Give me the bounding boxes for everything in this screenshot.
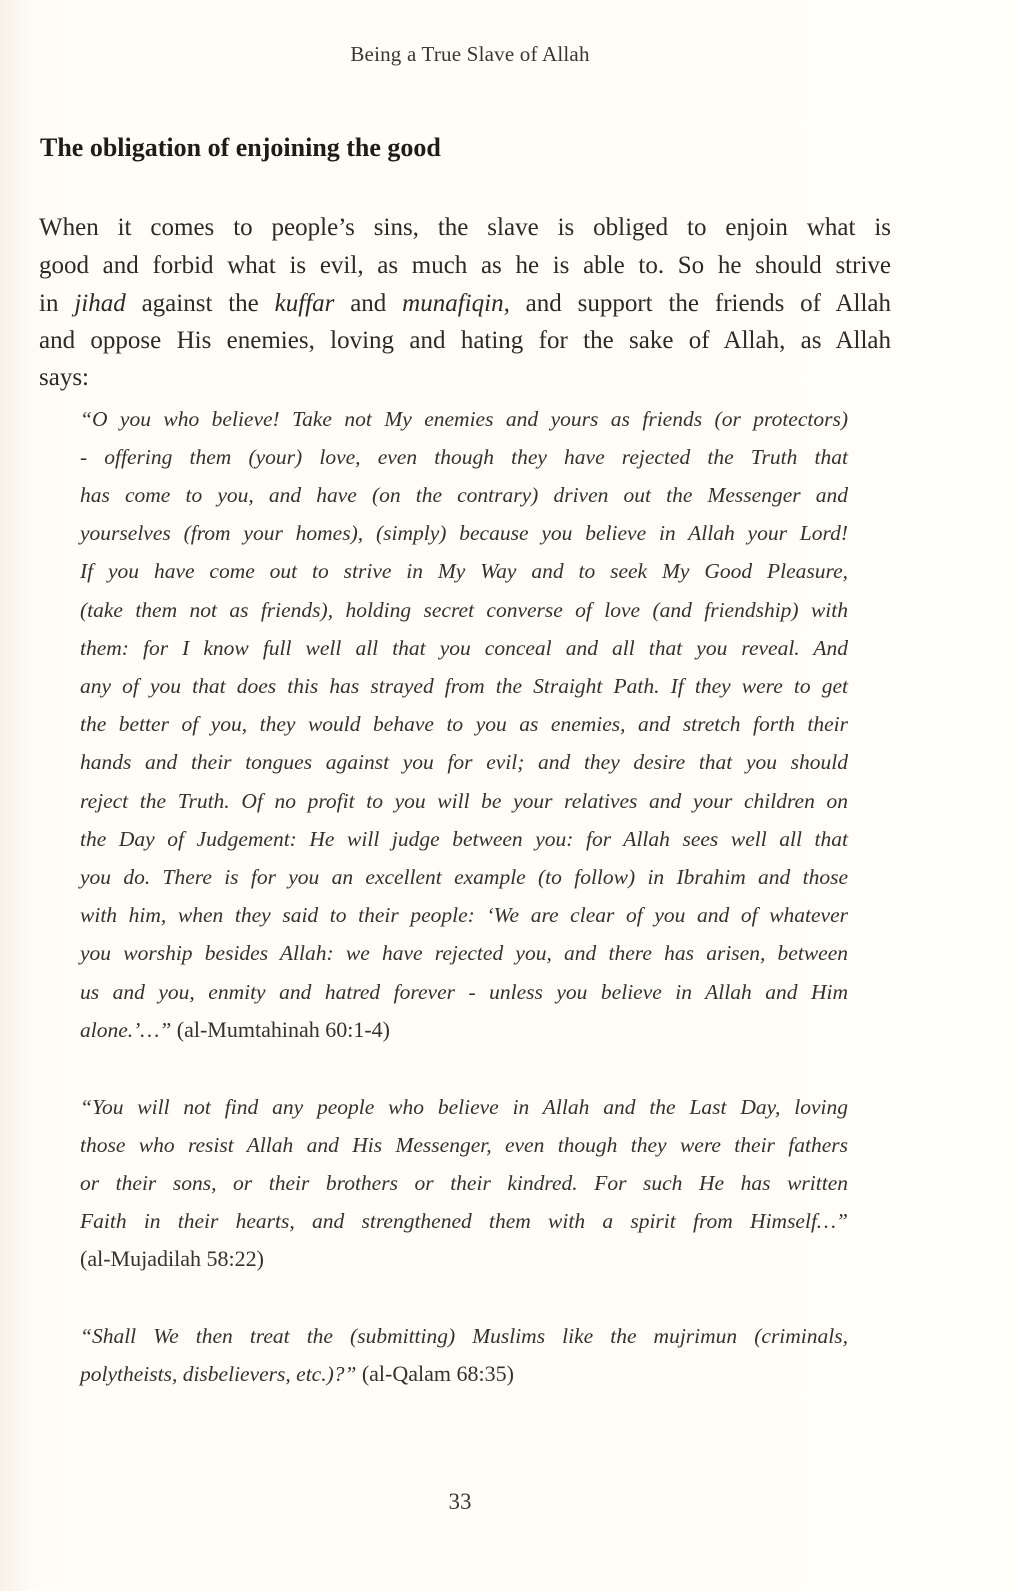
quote-text: polytheists, disbelievers, etc.)?” xyxy=(80,1362,357,1386)
page-number: 33 xyxy=(448,1489,472,1514)
quote-line: yourselves (from your homes), (simply) because you believe in Allah your Lord! xyxy=(80,521,848,545)
italic-term: kuffar xyxy=(274,290,335,317)
quote-line: you worship besides Allah: we have rejected you, and there has arisen, between xyxy=(80,941,848,965)
quote-line: us and you, enmity and hatred forever - unless you believe in Allah and Him xyxy=(80,980,848,1004)
quote-line xyxy=(80,1244,848,1274)
quote-line: If you have come out to strive in My Way and to seek My Good Pleasure, xyxy=(80,559,848,583)
paragraph-line: and oppose His enemies, loving and hating for the sake of Allah, as Allah xyxy=(39,327,891,354)
quote-line: with him, when they said to their people: ‘We are clear of you and of whatever xyxy=(80,903,848,927)
quote-line: the better of you, they would behave to you as enemies, and stretch forth their xyxy=(80,712,848,736)
quote-line: them: for I know full well all that you conceal and all that you reveal. And xyxy=(80,636,848,660)
running-head: Being a True Slave of Allah xyxy=(350,42,590,66)
quote-line: (take them not as friends), holding secret converse of love (and friendship) with xyxy=(80,598,848,622)
quote-line: you do. There is for you an excellent example (to follow) in Ibrahim and those xyxy=(80,865,848,889)
quote-line: any of you that does this has strayed from the Straight Path. If they were to get xyxy=(80,674,848,698)
quote-line: - offering them (your) love, even though they have rejected the Truth that xyxy=(80,445,848,469)
quote-reference: (al-Qalam 68:35) xyxy=(361,1361,514,1386)
italic-term: munafiqin, xyxy=(402,290,510,317)
paragraph-line: When it comes to people’s sins, the slave is obliged to enjoin what is xyxy=(39,214,891,241)
quote-line xyxy=(80,1015,848,1045)
quote-line: “Shall We then treat the (submitting) Muslims like the mujrimun (criminals, xyxy=(80,1324,848,1348)
quote-line xyxy=(80,1359,848,1389)
paragraph-line: good and forbid what is evil, as much as he is able to. So he should strive xyxy=(39,252,891,279)
quote-line: the Day of Judgement: He will judge between you: for Allah sees well all that xyxy=(80,827,848,851)
paragraph-line: in jihad against the kuffar and munafiqin, and support the friends of Allah xyxy=(39,290,891,317)
quote-line: those who resist Allah and His Messenger, even though they were their fathers xyxy=(80,1133,848,1157)
quote-line: hands and their tongues against you for evil; and they desire that you should xyxy=(80,750,848,774)
paragraph-line: says: xyxy=(39,364,89,391)
quote-text: alone.’…” xyxy=(80,1018,172,1042)
quote-line: “You will not find any people who believe in Allah and the Last Day, loving xyxy=(80,1095,848,1119)
quote-line: “O you who believe! Take not My enemies and yours as friends (or protectors) xyxy=(80,407,848,431)
quote-reference: (al-Mujadilah 58:22) xyxy=(80,1246,264,1271)
quote-line: Faith in their hearts, and strengthened them with a spirit from Himself…” xyxy=(80,1209,848,1233)
section-heading: The obligation of enjoining the good xyxy=(40,133,441,162)
italic-term: jihad xyxy=(74,290,126,317)
quote-line: reject the Truth. Of no profit to you will be your relatives and your children on xyxy=(80,789,848,813)
quote-line: has come to you, and have (on the contrary) driven out the Messenger and xyxy=(80,483,848,507)
quote-reference: (al-Mumtahinah 60:1-4) xyxy=(176,1017,390,1042)
quote-line: or their sons, or their brothers or their kindred. For such He has written xyxy=(80,1171,848,1195)
